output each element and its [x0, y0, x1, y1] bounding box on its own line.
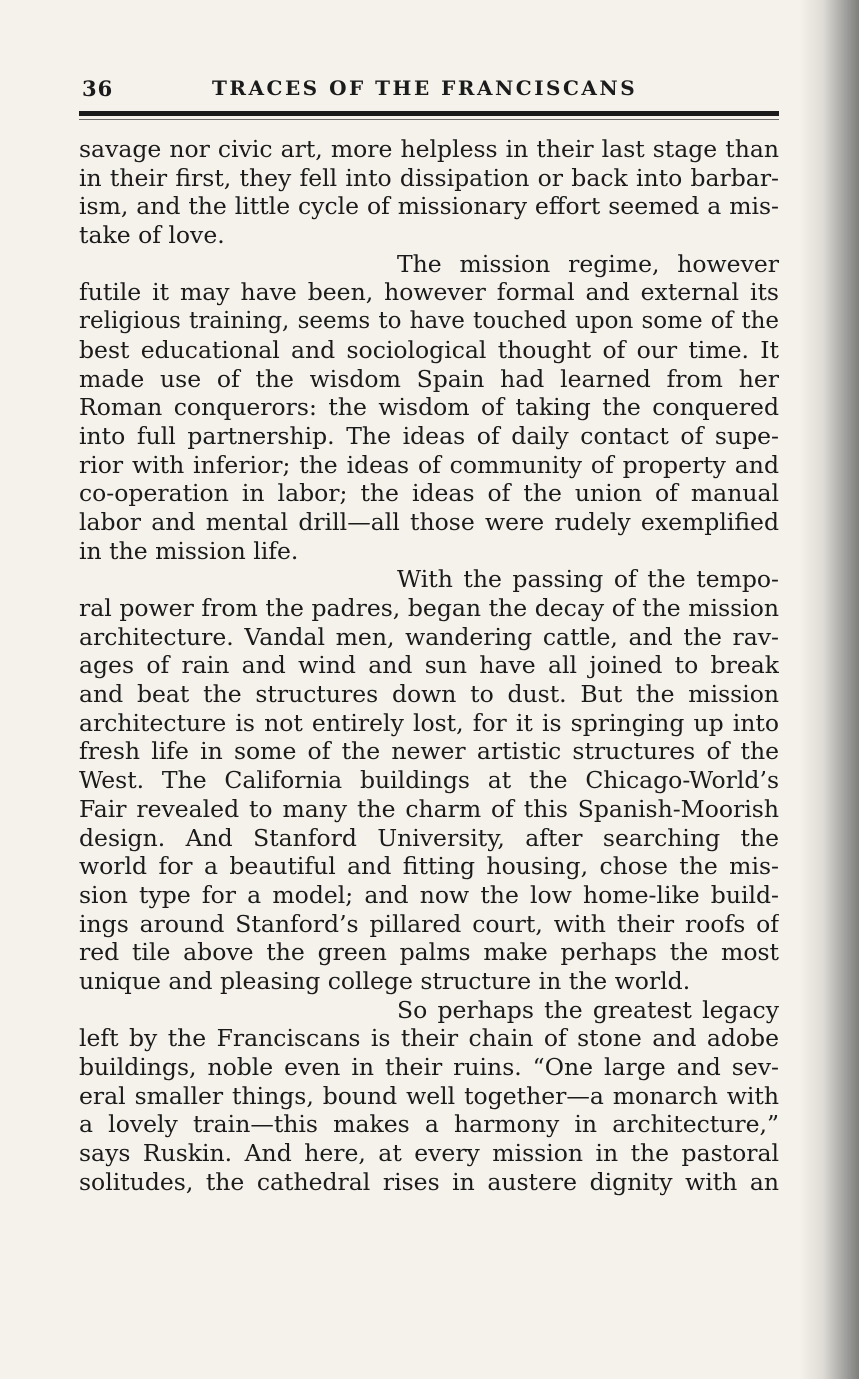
text-line: eral smaller things, bound well together—a monarch with [79, 1081, 779, 1110]
text-line: and beat the structures down to dust. But the mission [79, 680, 779, 709]
paragraph-opening-line: With the passing of the tempo- [397, 565, 779, 594]
text-line: ings around Stanford’s pillared court, with their roofs of [79, 909, 779, 938]
header-rule [79, 111, 779, 116]
text-line: futile it may have been, however formal and external its [79, 278, 779, 307]
text-line: says Ruskin. And here, at every mission in the pastoral [79, 1139, 779, 1168]
text-line: rior with inferior; the ideas of community of property and [79, 450, 779, 479]
text-line: sion type for a model; and now the low home-like build- [79, 880, 779, 909]
text-line: in the mission life. [79, 536, 299, 565]
running-title: TRACES OF THE FRANCISCANS [212, 76, 638, 100]
text-line: in their first, they fell into dissipation or back into barbar- [79, 163, 779, 192]
text-line: labor and mental drill—all those were rudely exemplified [79, 507, 779, 536]
text-line: unique and pleasing college structure in the world. [79, 966, 691, 995]
text-line: West. The California buildings at the Chicago-World’s [79, 766, 779, 795]
header-rule-thin [79, 119, 779, 120]
text-line: Roman conquerors: the wisdom of taking the conquered [79, 393, 779, 422]
page-header [79, 76, 775, 106]
text-line: ages of rain and wind and sun have all joined to break [79, 651, 779, 680]
text-line: co-operation in labor; the ideas of the union of manual [79, 479, 779, 508]
text-line: ism, and the little cycle of missionary effort seemed a mis- [79, 192, 779, 221]
text-line: fresh life in some of the newer artistic structures of the [79, 737, 779, 766]
text-line: a lovely train—this makes a harmony in architecture,” [79, 1110, 779, 1139]
text-line: architecture is not entirely lost, for it is springing up into [79, 708, 779, 737]
text-line: world for a beautiful and fitting housing, chose the mis- [79, 852, 779, 881]
text-line: savage nor civic art, more helpless in their last stage than [79, 135, 779, 163]
page-number: 36 [82, 76, 114, 101]
text-line: into full partnership. The ideas of daily contact of supe- [79, 421, 779, 450]
text-line: ral power from the padres, began the decay of the mission [79, 594, 779, 622]
body-text [79, 135, 779, 1196]
paragraph-opening-line: So perhaps the greatest legacy [397, 995, 779, 1024]
text-line: architecture. Vandal men, wandering cattle, and the rav- [79, 622, 779, 651]
text-line: red tile above the green palms make perhaps the most [79, 938, 779, 967]
text-line: design. And Stanford University, after searching the [79, 823, 779, 852]
text-line: solitudes, the cathedral rises in austere dignity with an [79, 1167, 779, 1196]
text-line: Fair revealed to many the charm of this Spanish-Moorish [79, 794, 779, 823]
text-line: religious training, seems to have touched upon some of the [79, 308, 779, 335]
text-line: buildings, noble even in their ruins. “One large and sev- [79, 1053, 779, 1081]
page-edge-shadow [799, 0, 859, 1379]
text-line: made use of the wisdom Spain had learned from her [79, 364, 779, 393]
text-line: take of love. [79, 221, 225, 250]
text-line: left by the Franciscans is their chain of stone and adobe [79, 1024, 779, 1053]
text-line: best educational and sociological thought of our time. It [79, 335, 779, 364]
paragraph-opening-line: The mission regime, however [397, 249, 779, 278]
